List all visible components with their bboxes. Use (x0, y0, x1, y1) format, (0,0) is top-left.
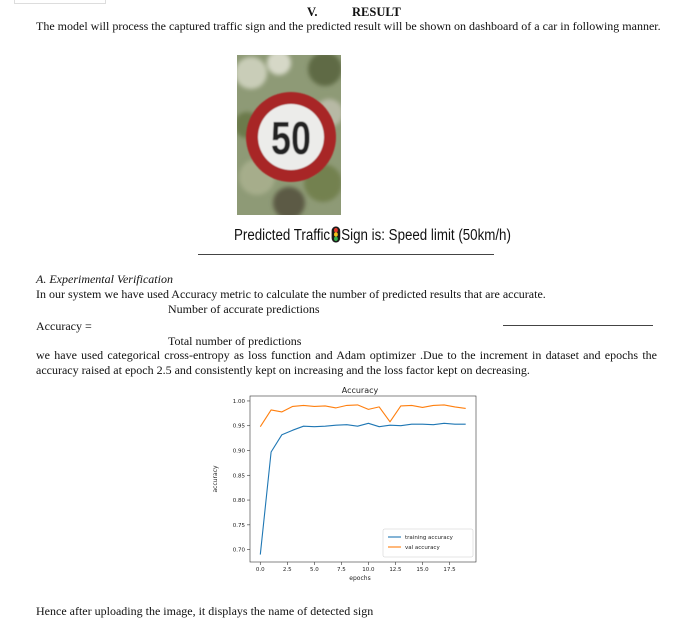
paragraph-accuracy-metric: In our system we have used Accuracy metric to calculate the number of predicted results that are accurate. (36, 287, 546, 301)
sign-number: 50 (271, 112, 311, 165)
formula-fraction-line (503, 325, 653, 326)
y-tick-label: 1.00 (232, 398, 245, 405)
y-tick-label: 0.75 (232, 522, 245, 529)
sign-disc (246, 92, 336, 182)
x-axis-ticks (256, 562, 456, 573)
series-line-1 (260, 405, 465, 427)
x-tick-label: 7.5 (336, 567, 346, 573)
x-tick-label: 2.5 (282, 567, 292, 573)
y-tick-label: 0.70 (232, 547, 245, 554)
formula-denominator: Total number of predictions (168, 334, 302, 348)
x-tick-label: 15.0 (416, 567, 429, 573)
formula-numerator: Number of accurate predictions (168, 302, 320, 316)
accuracy-chart (205, 382, 480, 582)
x-tick-label: 17.5 (443, 567, 456, 573)
speed-limit-sign-image (237, 55, 341, 215)
y-tick-label: 0.85 (232, 473, 245, 480)
y-axis-ticks (233, 399, 250, 554)
chart-legend (383, 529, 473, 557)
x-tick-label: 12.5 (389, 567, 402, 573)
caption-underline (198, 254, 494, 255)
y-tick-label: 0.95 (232, 423, 245, 430)
prediction-caption-start: Predicted Traffic (234, 227, 331, 244)
legend-box (383, 529, 473, 557)
formula-lhs: Accuracy = (36, 319, 92, 333)
legend-label-1: val accuracy (405, 545, 440, 551)
y-axis-label: accuracy (212, 465, 219, 493)
x-tick-label: 5.0 (309, 567, 319, 573)
legend-label-0: training accuracy (405, 535, 453, 541)
prediction-caption (234, 226, 511, 245)
x-tick-label: 10.0 (362, 567, 375, 573)
page-corner-box (14, 0, 106, 4)
traffic-light-icon (331, 226, 340, 243)
x-axis-label: epochs (349, 575, 371, 582)
subsection-heading: A. Experimental Verification (36, 272, 173, 286)
section-title: RESULT (352, 5, 401, 19)
closing-paragraph: Hence after uploading the image, it displays the name of detected sign (36, 604, 374, 618)
y-tick-label: 0.90 (232, 448, 245, 455)
prediction-caption-end: Sign is: Speed limit (50km/h) (341, 227, 511, 244)
y-tick-label: 0.80 (232, 498, 245, 505)
intro-paragraph: The model will process the captured traffic sign and the predicted result will be shown on dashboard of a car in following manner. (36, 19, 661, 33)
chart-title: Accuracy (341, 386, 379, 395)
section-number: V. (307, 5, 318, 19)
x-tick-label: 0.0 (255, 567, 265, 573)
paragraph-training-details: we have used categorical cross-entropy as loss function and Adam optimizer .Due to the increment in dataset and epochs the accuracy raised at epoch 2.5 and consistently kept on increasing and the loss factor kept on decreasing. (36, 348, 657, 377)
